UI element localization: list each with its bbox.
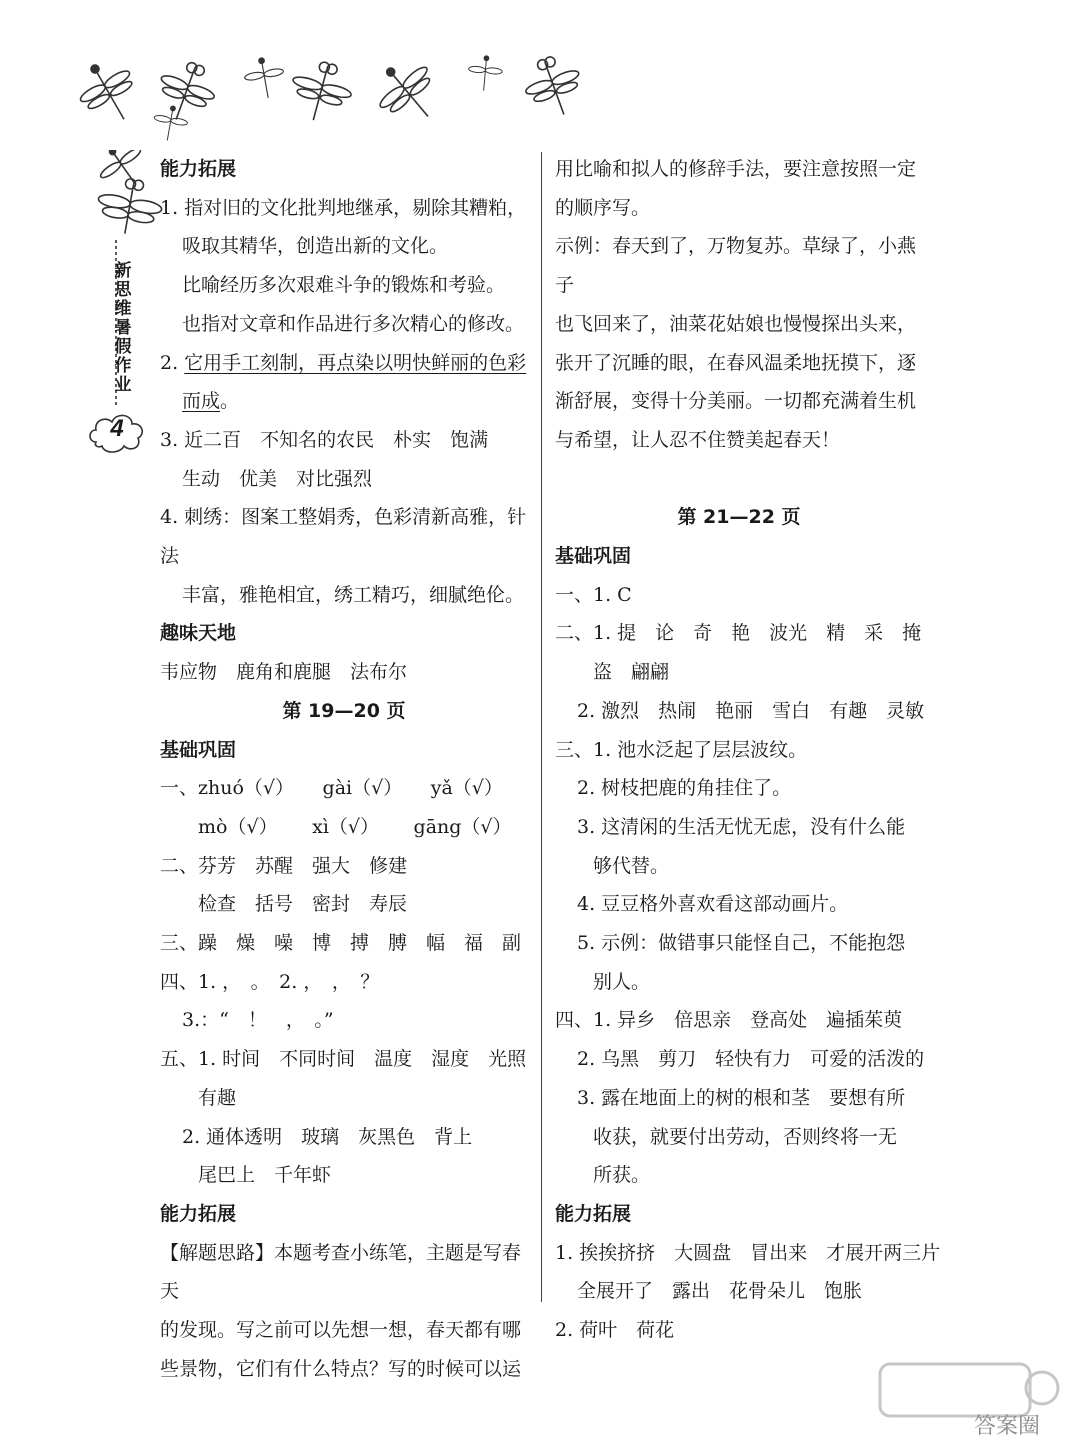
answer-line: 所获。	[593, 1164, 651, 1187]
answer-line: 比喻经历多次艰难斗争的锻炼和考验。	[182, 274, 506, 297]
answer-line: 的发现。写之前可以先想一想，春天都有哪	[160, 1319, 522, 1342]
answer-line: 【解题思路】本题考查小练笔，主题是写春天	[160, 1241, 522, 1303]
section-heading: 趣味天地	[160, 622, 237, 645]
answer-period: 。	[220, 390, 240, 413]
answer-line: 盗 翩翩	[593, 661, 670, 684]
answer-line: 张开了沉睡的眼，在春风温柔地抚摸下，逐	[555, 351, 917, 374]
answer-line: 收获，就要付出劳动，否则终将一无	[593, 1125, 898, 1148]
answer-line: 2. 激烈 热闹 艳丽 雪白 有趣 灵敏	[577, 699, 925, 722]
answer-line: 四、1. ， 。 2. ， ， ？	[160, 970, 380, 993]
answer-line: 丰富，雅艳相宜，绣工精巧，细腻绝伦。	[182, 583, 525, 606]
answer-line: 韦应物 鹿角和鹿腿 法布尔	[160, 661, 408, 684]
left-column	[160, 150, 528, 1389]
spacer	[555, 460, 923, 499]
answer-line: 三、1. 池水泛起了层层波纹。	[555, 738, 808, 761]
answer-line: 用比喻和拟人的修辞手法，要注意按照一定	[555, 158, 917, 180]
answer-line: 一、1. C	[555, 583, 632, 606]
answer-line: 渐舒展，变得十分美丽。一切都充满着生机	[555, 390, 917, 413]
answer-line: 也指对文章和作品进行多次精心的修改。	[182, 312, 525, 335]
answer-number: 2.	[160, 351, 185, 374]
column-divider	[541, 152, 542, 1302]
answer-line: 一、zhuó（√） gài（√） yǎ（√）	[160, 777, 503, 800]
answer-line	[160, 382, 528, 421]
answer-line: 的顺序写。	[555, 196, 651, 219]
dragonfly-icon	[70, 55, 590, 143]
answer-line: 1. 指对旧的文化批判地继承，剔除其糟粕，	[160, 196, 527, 219]
section-heading: 基础巩固	[160, 738, 237, 761]
answer-line: 与希望，让人忍不住赞美起春天！	[555, 428, 841, 451]
answer-line: 检查 括号 密封 寿辰	[198, 893, 408, 916]
section-heading: 基础巩固	[555, 545, 632, 568]
answer-line: 也飞回来了，油菜花姑娘也慢慢探出头来，	[555, 312, 917, 335]
underlined-answer: 而成	[182, 390, 221, 413]
section-heading: 能力拓展	[555, 1202, 632, 1225]
section-heading: 能力拓展	[160, 1202, 237, 1225]
answer-line: 四、1. 异乡 倍思亲 登高处 遍插茱萸	[555, 1009, 903, 1032]
answer-line: 尾巴上 千年虾	[198, 1164, 332, 1187]
answer-line: 三、躁 燥 噪 博 搏 膊 幅 福 副	[160, 932, 522, 955]
answer-line	[160, 344, 528, 383]
answer-line: 二、芬芳 苏醒 强大 修建	[160, 854, 408, 877]
answer-line: 5. 示例：做错事只能怪自己，不能抱怨	[577, 932, 906, 955]
series-title: 新思维暑假作业	[114, 261, 132, 395]
answer-line: 3. 这清闲的生活无忧无虑，没有什么能	[577, 815, 906, 838]
answer-line: 有趣	[198, 1086, 237, 1109]
answer-line: 3. 近二百 不知名的农民 朴实 饱满	[160, 428, 489, 451]
answer-line: 2. 荷叶 荷花	[555, 1319, 675, 1342]
answer-line: 4. 豆豆格外喜欢看这部动画片。	[577, 893, 849, 916]
answer-line: 2. 通体透明 玻璃 灰黑色 背上	[182, 1125, 473, 1148]
answer-line: 2. 树枝把鹿的角挂住了。	[577, 777, 792, 800]
answer-line: 3.：“ ！ ， 。”	[182, 1009, 334, 1032]
dragonfly-icon	[91, 150, 154, 197]
dragonfly-icon	[93, 174, 164, 239]
answer-line: 1. 挨挨挤挤 大圆盘 冒出来 才展开两三片	[555, 1241, 941, 1264]
page-number: 4	[110, 415, 124, 442]
answer-line: 3. 露在地面上的树的根和茎 要想有所	[577, 1086, 906, 1109]
watermark-text: 答案圈	[973, 1413, 1040, 1438]
right-column	[555, 150, 941, 1350]
section-heading: 能力拓展	[160, 158, 237, 180]
answer-line: 别人。	[593, 970, 651, 993]
answer-line: 全展开了 露出 花骨朵儿 饱胀	[577, 1280, 863, 1303]
answer-line: 示例：春天到了，万物复苏。草绿了，小燕子	[555, 235, 917, 297]
answer-line: 五、1. 时间 不同时间 温度 湿度 光照	[160, 1048, 527, 1071]
page-range-title: 第 21—22 页	[677, 506, 801, 529]
answer-line: 些景物，它们有什么特点？写的时候可以运	[160, 1357, 522, 1380]
page-range-title: 第 19—20 页	[282, 699, 406, 722]
answer-line: 4. 刺绣：图案工整娟秀，色彩清新高雅，针法	[160, 506, 527, 568]
answer-line: 吸取其精华，创造出新的文化。	[182, 235, 449, 258]
answer-line: 二、1. 提 论 奇 艳 波光 精 采 掩	[555, 622, 922, 645]
answer-line: 2. 乌黑 剪刀 轻快有力 可爱的活泼的	[577, 1048, 925, 1071]
underlined-answer: 它用手工刻制，再点染以明快鲜丽的色彩	[184, 351, 527, 374]
answer-line: mò（√） xì（√） gāng（√）	[198, 815, 512, 838]
answer-line: 生动 优美 对比强烈	[182, 467, 373, 490]
answer-line: 够代替。	[593, 854, 670, 877]
